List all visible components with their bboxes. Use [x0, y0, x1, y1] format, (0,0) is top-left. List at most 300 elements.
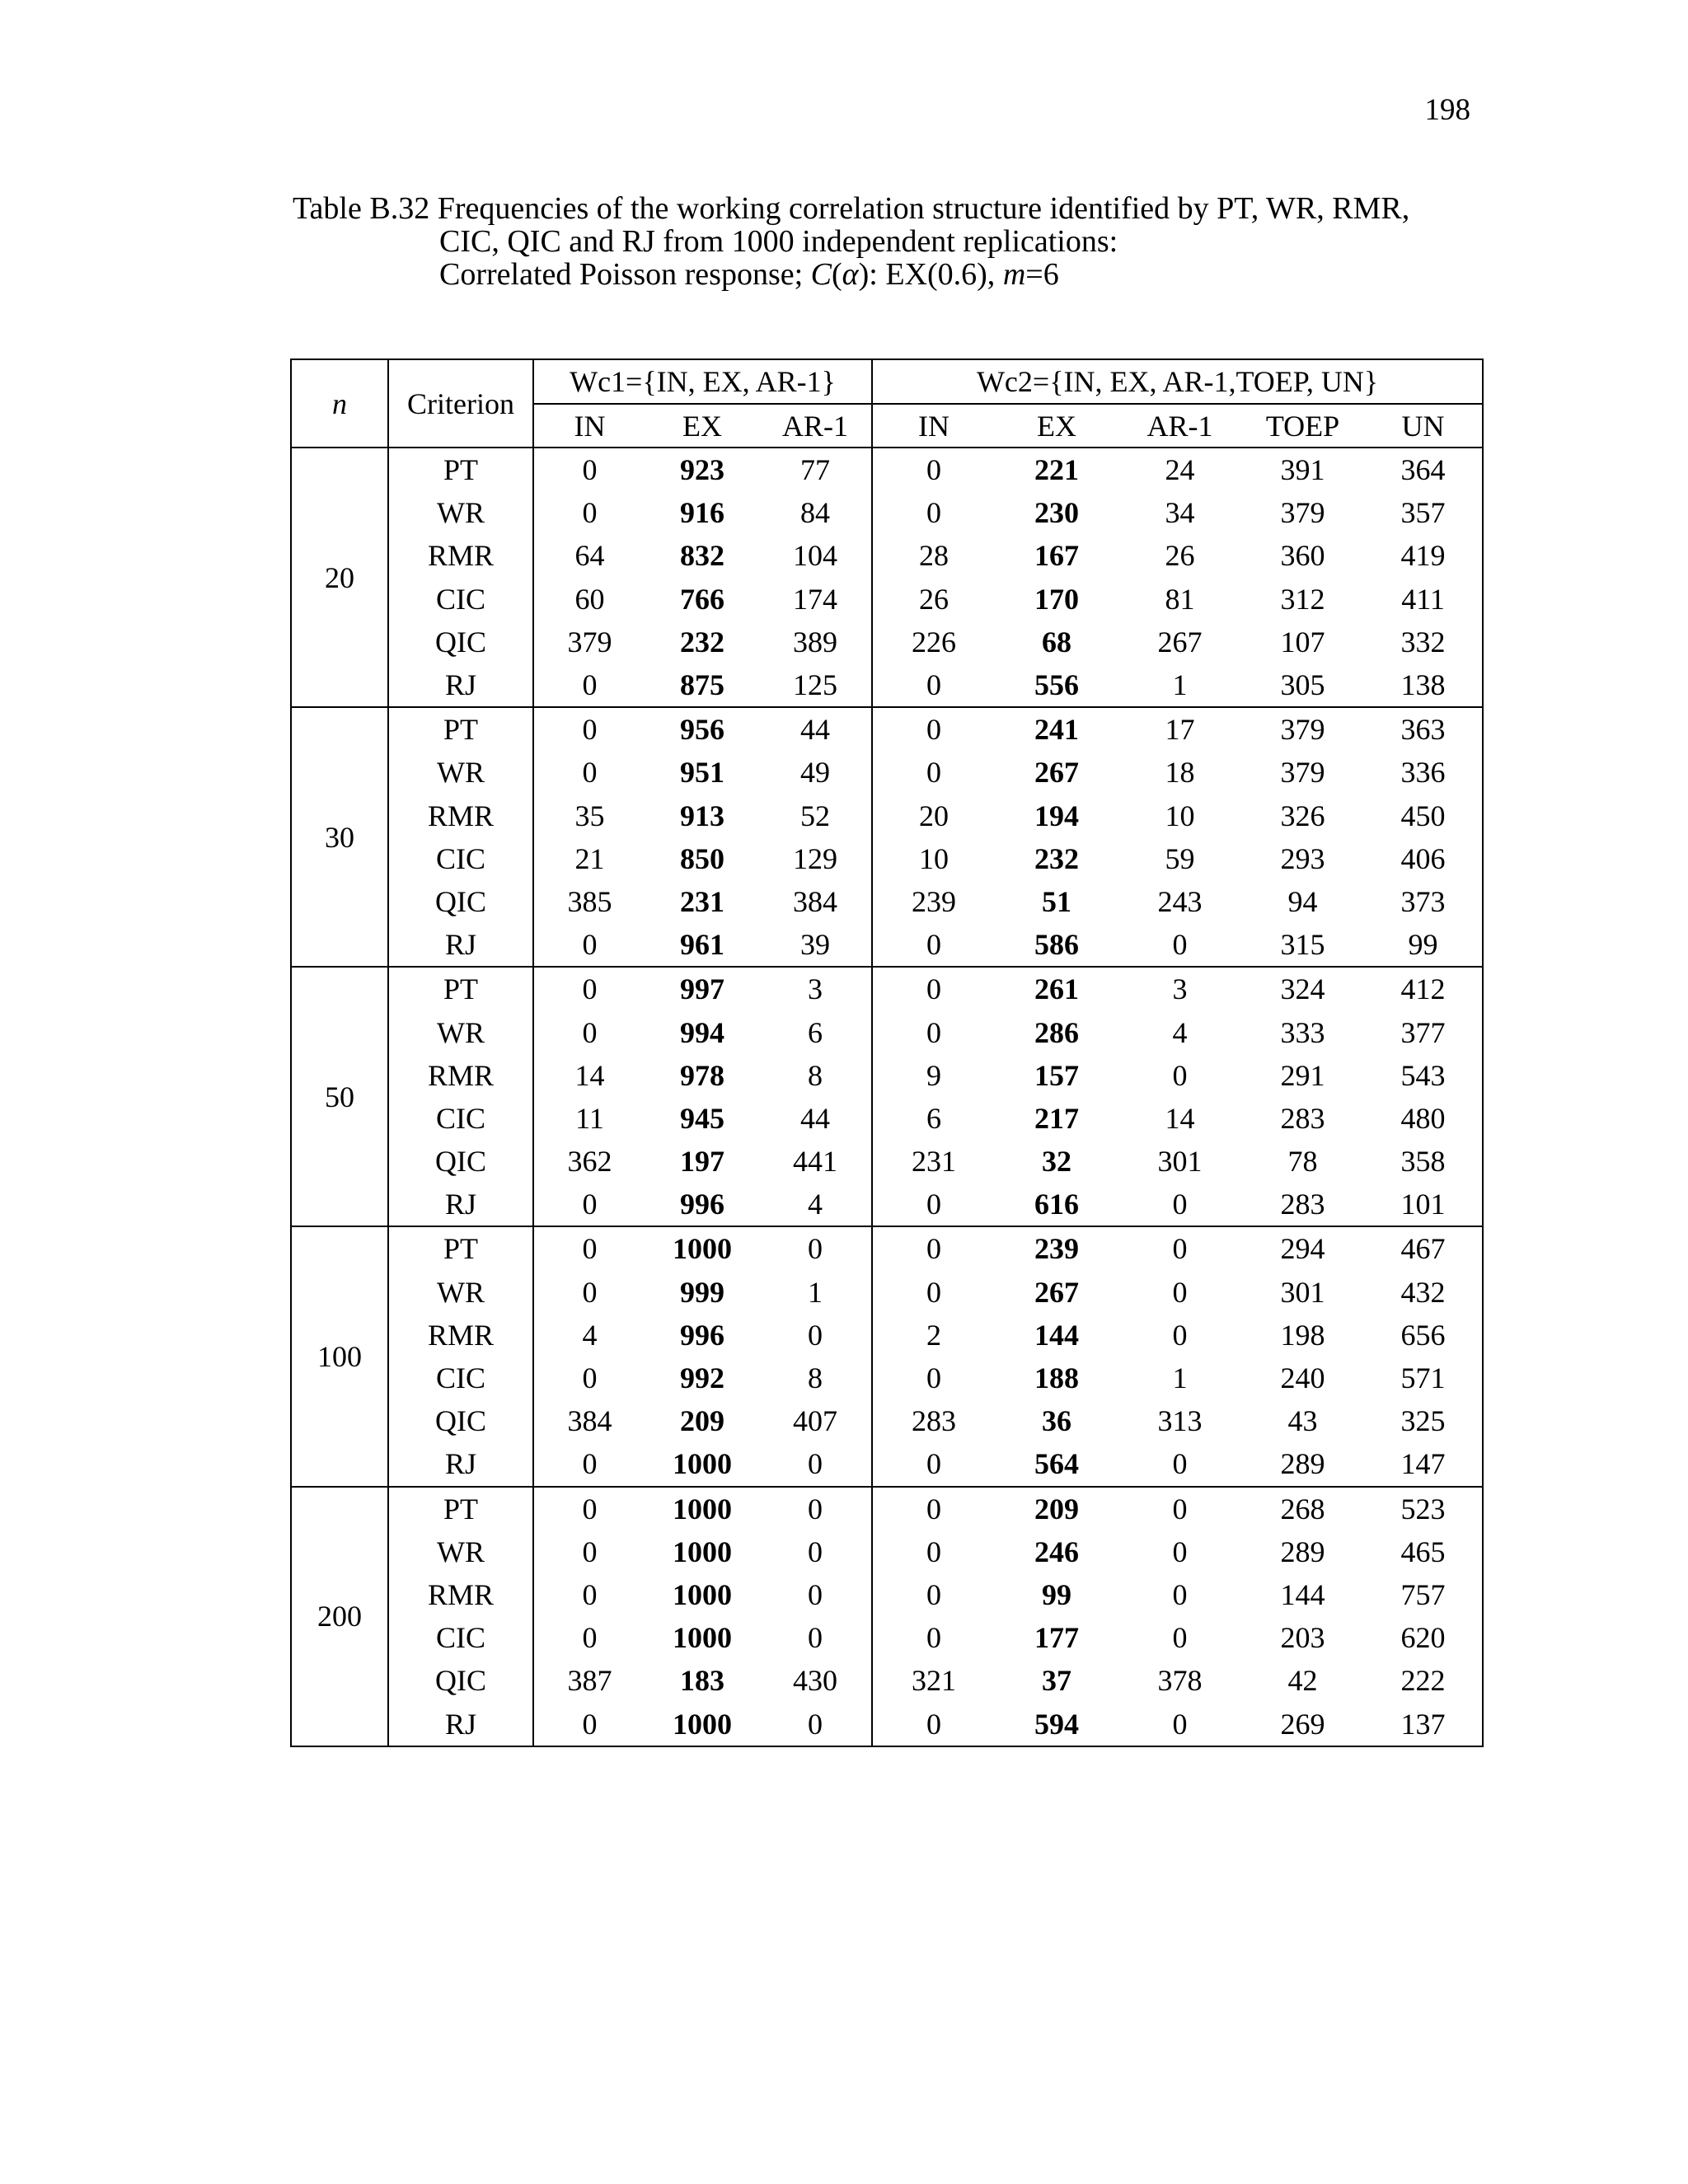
criterion-cell: PT	[388, 1226, 533, 1270]
value-cell: 197	[680, 1145, 724, 1179]
value-cell: 360	[1280, 539, 1325, 573]
criterion-cell: CIC	[388, 837, 533, 880]
value-cell: 523	[1364, 1487, 1483, 1530]
table-row	[291, 880, 1483, 923]
value-cell: 283	[1280, 1188, 1325, 1221]
value-cell: 951	[680, 756, 724, 790]
value-cell: 1000	[673, 1577, 732, 1611]
value-cell: 1000	[673, 1621, 732, 1655]
value-cell: 289	[1280, 1535, 1325, 1568]
header-wc1-ar1: AR-1	[759, 404, 872, 448]
value-cell: 0	[533, 751, 645, 794]
header-n: n	[291, 359, 388, 448]
value-cell: 0	[533, 1010, 645, 1053]
value-cell: 209	[995, 1487, 1118, 1530]
value-cell: 0	[533, 1442, 645, 1486]
value-cell: 68	[1042, 625, 1072, 658]
caption-alpha-symbol: α	[842, 257, 859, 292]
value-cell: 997	[645, 967, 759, 1010]
value-cell: 283	[872, 1399, 995, 1442]
table-row	[291, 1314, 1483, 1357]
value-cell: 226	[872, 621, 995, 663]
value-cell: 0	[872, 1010, 995, 1053]
value-cell: 0	[1118, 1487, 1241, 1530]
value-cell: 36	[1042, 1404, 1072, 1438]
table-row	[291, 1140, 1483, 1183]
value-cell: 241	[995, 707, 1118, 751]
value-cell: 0	[1172, 1188, 1188, 1221]
value-cell: 35	[533, 794, 645, 837]
table-row	[291, 1616, 1483, 1659]
value-cell: 243	[1157, 884, 1203, 918]
value-cell: 4	[1172, 1015, 1188, 1049]
value-cell: 0	[533, 1530, 645, 1573]
value-cell: 301	[1280, 1275, 1325, 1309]
value-cell: 1000	[645, 1487, 759, 1530]
value-cell: 0	[1172, 928, 1188, 962]
criterion-cell: WR	[388, 1010, 533, 1053]
value-cell: 138	[1400, 668, 1446, 702]
value-cell: 377	[1400, 1015, 1446, 1049]
value-cell: 1000	[673, 1447, 732, 1481]
table-row	[291, 1271, 1483, 1314]
value-cell: 10	[872, 837, 995, 880]
value-cell: 0	[872, 1357, 995, 1399]
value-cell: 0	[533, 1616, 645, 1659]
value-cell: 0	[533, 1357, 645, 1399]
table-row	[291, 837, 1483, 880]
value-cell: 0	[533, 1226, 645, 1270]
criterion-cell: WR	[388, 751, 533, 794]
value-cell: 389	[793, 625, 837, 658]
sample-size-cell: 20	[325, 560, 354, 594]
criterion-cell: CIC	[388, 578, 533, 621]
table-row	[291, 1573, 1483, 1616]
value-cell: 0	[872, 1530, 995, 1573]
table-row	[291, 1442, 1483, 1486]
value-cell: 1000	[673, 1535, 732, 1568]
value-cell: 32	[1042, 1145, 1072, 1179]
caption-line-3-mid: ): EX(0.6),	[858, 257, 1003, 292]
value-cell: 419	[1400, 539, 1446, 573]
value-cell: 64	[533, 534, 645, 577]
value-cell: 313	[1157, 1404, 1203, 1438]
value-cell: 0	[759, 1487, 872, 1530]
value-cell: 21	[533, 837, 645, 880]
value-cell: 0	[533, 663, 645, 707]
value-cell: 170	[1034, 582, 1080, 616]
caption-line-1: Table B.32 Frequencies of the working correlation structure identified by PT, WR, RMR,	[293, 191, 1410, 226]
value-cell: 0	[872, 1616, 995, 1659]
value-cell: 0	[872, 1573, 995, 1616]
value-cell: 0	[872, 1702, 995, 1746]
criterion-cell: RMR	[388, 1573, 533, 1616]
value-cell: 231	[680, 884, 724, 918]
value-cell: 3	[1118, 967, 1241, 1010]
value-cell: 34	[1165, 496, 1195, 530]
value-cell: 315	[1280, 928, 1325, 962]
value-cell: 3	[759, 967, 872, 1010]
table-body	[291, 448, 1483, 1746]
page-number: 198	[1424, 93, 1470, 127]
table-caption	[293, 192, 1409, 291]
value-cell: 289	[1280, 1447, 1325, 1481]
value-cell: 321	[872, 1659, 995, 1702]
value-cell: 125	[793, 668, 837, 702]
value-cell: 78	[1287, 1145, 1318, 1179]
value-cell: 20	[872, 794, 995, 837]
value-cell: 4	[533, 1314, 645, 1357]
value-cell: 923	[680, 453, 724, 487]
value-cell: 104	[793, 539, 837, 573]
value-cell: 39	[800, 928, 830, 962]
value-cell: 406	[1400, 841, 1446, 875]
header-wc2: Wc2={IN, EX, AR-1,TOEP, UN}	[872, 359, 1483, 404]
value-cell: 209	[680, 1404, 724, 1438]
table-row	[291, 751, 1483, 794]
value-cell: 0	[533, 1573, 645, 1616]
value-cell: 59	[1165, 841, 1195, 875]
criterion-cell: QIC	[388, 880, 533, 923]
value-cell: 364	[1400, 453, 1446, 487]
criterion-cell: RJ	[388, 923, 533, 967]
table-row	[291, 1702, 1483, 1746]
value-cell: 875	[680, 668, 724, 702]
value-cell: 378	[1157, 1664, 1203, 1698]
header-row-1	[291, 359, 1483, 404]
criterion-cell: PT	[388, 967, 533, 1010]
value-cell: 6	[808, 1015, 823, 1049]
header-wc2-toep: TOEP	[1241, 404, 1364, 448]
value-cell: 217	[1034, 1101, 1080, 1135]
value-cell: 198	[1280, 1318, 1325, 1352]
value-cell: 174	[793, 582, 837, 616]
value-cell: 379	[1280, 496, 1325, 530]
value-cell: 0	[872, 663, 995, 707]
value-cell: 379	[1241, 707, 1364, 751]
value-cell: 333	[1280, 1015, 1325, 1049]
value-cell: 594	[1034, 1707, 1080, 1741]
value-cell: 230	[1034, 496, 1080, 530]
value-cell: 430	[793, 1664, 837, 1698]
value-cell: 0	[533, 1702, 645, 1746]
value-cell: 543	[1400, 1058, 1446, 1092]
value-cell: 332	[1400, 625, 1446, 658]
value-cell: 480	[1400, 1101, 1446, 1135]
value-cell: 913	[680, 799, 724, 832]
value-cell: 101	[1400, 1188, 1446, 1221]
value-cell: 239	[995, 1226, 1118, 1270]
value-cell: 81	[1165, 582, 1195, 616]
value-cell: 757	[1400, 1577, 1446, 1611]
value-cell: 221	[1034, 453, 1080, 487]
value-cell: 43	[1287, 1404, 1318, 1438]
value-cell: 0	[872, 751, 995, 794]
value-cell: 94	[1287, 884, 1318, 918]
criterion-cell: WR	[388, 491, 533, 534]
header-wc1-ex: EX	[645, 404, 759, 448]
value-cell: 850	[680, 841, 724, 875]
sample-size-cell: 200	[291, 1487, 388, 1746]
value-cell: 44	[800, 1101, 830, 1135]
value-cell: 188	[1034, 1361, 1080, 1395]
criterion-cell: PT	[388, 707, 533, 751]
table-row	[291, 794, 1483, 837]
value-cell: 0	[1172, 1621, 1188, 1655]
value-cell: 28	[872, 534, 995, 577]
table-row	[291, 1659, 1483, 1702]
table-row	[291, 1183, 1483, 1226]
criterion-cell: CIC	[388, 1097, 533, 1140]
value-cell: 0	[808, 1707, 823, 1741]
criterion-cell: RJ	[388, 663, 533, 707]
criterion-cell: RMR	[388, 1054, 533, 1097]
table-row	[291, 1357, 1483, 1399]
criterion-cell: QIC	[388, 1140, 533, 1183]
value-cell: 358	[1400, 1145, 1446, 1179]
value-cell: 291	[1280, 1058, 1325, 1092]
value-cell: 26	[872, 578, 995, 621]
criterion-cell: RJ	[388, 1442, 533, 1486]
caption-line-3-suffix: =6	[1025, 257, 1059, 292]
value-cell: 0	[872, 967, 995, 1010]
value-cell: 0	[1172, 1535, 1188, 1568]
value-cell: 0	[1172, 1058, 1188, 1092]
value-cell: 301	[1157, 1145, 1203, 1179]
value-cell: 0	[872, 1442, 995, 1486]
criterion-cell: PT	[388, 448, 533, 491]
value-cell: 620	[1400, 1621, 1446, 1655]
value-cell: 385	[533, 880, 645, 923]
value-cell: 232	[680, 625, 724, 658]
value-cell: 384	[533, 1399, 645, 1442]
value-cell: 1	[1172, 668, 1188, 702]
criterion-cell: QIC	[388, 1399, 533, 1442]
value-cell: 231	[872, 1140, 995, 1183]
value-cell: 373	[1400, 884, 1446, 918]
value-cell: 267	[1034, 1275, 1080, 1309]
value-cell: 261	[995, 967, 1118, 1010]
value-cell: 0	[1172, 1707, 1188, 1741]
value-cell: 4	[808, 1188, 823, 1221]
value-cell: 616	[1034, 1188, 1080, 1221]
table-row	[291, 621, 1483, 663]
value-cell: 0	[872, 707, 995, 751]
table-row	[291, 534, 1483, 577]
table-row	[291, 1097, 1483, 1140]
criterion-cell: PT	[388, 1487, 533, 1530]
sample-size-cell: 100	[291, 1226, 388, 1486]
value-cell: 994	[680, 1015, 724, 1049]
value-cell: 107	[1280, 625, 1325, 658]
results-table	[290, 359, 1484, 1747]
value-cell: 0	[808, 1318, 823, 1352]
value-cell: 766	[680, 582, 724, 616]
criterion-cell: QIC	[388, 1659, 533, 1702]
table-row	[291, 578, 1483, 621]
header-wc2-un: UN	[1364, 404, 1483, 448]
value-cell: 992	[680, 1361, 724, 1395]
value-cell: 325	[1400, 1404, 1446, 1438]
value-cell: 384	[793, 884, 837, 918]
value-cell: 407	[793, 1404, 837, 1438]
value-cell: 49	[800, 756, 830, 790]
value-cell: 246	[1034, 1535, 1080, 1568]
value-cell: 556	[1034, 668, 1080, 702]
header-wc2-ex: EX	[995, 404, 1118, 448]
caption-line-2: CIC, QIC and RJ from 1000 independent replications:	[439, 224, 1118, 259]
criterion-cell: RMR	[388, 1314, 533, 1357]
value-cell: 267	[1034, 756, 1080, 790]
value-cell: 17	[1118, 707, 1241, 751]
value-cell: 357	[1400, 496, 1446, 530]
value-cell: 26	[1165, 539, 1195, 573]
value-cell: 14	[1165, 1101, 1195, 1135]
value-cell: 60	[533, 578, 645, 621]
value-cell: 18	[1165, 756, 1195, 790]
value-cell: 832	[680, 539, 724, 573]
value-cell: 203	[1280, 1621, 1325, 1655]
value-cell: 286	[1034, 1015, 1080, 1049]
value-cell: 586	[1034, 928, 1080, 962]
value-cell: 0	[533, 448, 645, 491]
value-cell: 144	[1280, 1577, 1325, 1611]
value-cell: 305	[1280, 668, 1325, 702]
value-cell: 267	[1157, 625, 1203, 658]
value-cell: 379	[533, 621, 645, 663]
value-cell: 99	[1042, 1577, 1072, 1611]
value-cell: 194	[1034, 799, 1080, 832]
value-cell: 37	[1042, 1664, 1072, 1698]
value-cell: 441	[793, 1145, 837, 1179]
value-cell: 391	[1280, 453, 1325, 487]
value-cell: 324	[1241, 967, 1364, 1010]
value-cell: 24	[1165, 453, 1195, 487]
value-cell: 177	[1034, 1621, 1080, 1655]
value-cell: 239	[872, 880, 995, 923]
value-cell: 656	[1400, 1318, 1446, 1352]
value-cell: 412	[1364, 967, 1483, 1010]
criterion-cell: CIC	[388, 1616, 533, 1659]
value-cell: 956	[645, 707, 759, 751]
header-wc2-ar1: AR-1	[1118, 404, 1241, 448]
value-cell: 9	[872, 1054, 995, 1097]
value-cell: 1000	[645, 1226, 759, 1270]
table-row	[291, 1399, 1483, 1442]
value-cell: 999	[680, 1275, 724, 1309]
value-cell: 379	[1280, 756, 1325, 790]
table-row	[291, 1530, 1483, 1573]
sample-size-cell: 50	[291, 967, 388, 1226]
header-wc2-in: IN	[872, 404, 995, 448]
value-cell: 564	[1034, 1447, 1080, 1481]
value-cell: 0	[533, 707, 645, 751]
value-cell: 8	[808, 1361, 823, 1395]
value-cell: 268	[1241, 1487, 1364, 1530]
value-cell: 996	[680, 1318, 724, 1352]
value-cell: 144	[1034, 1318, 1080, 1352]
value-cell: 269	[1280, 1707, 1325, 1741]
value-cell: 0	[533, 923, 645, 967]
value-cell: 137	[1400, 1707, 1446, 1741]
value-cell: 0	[872, 1226, 995, 1270]
value-cell: 0	[1118, 1226, 1241, 1270]
caption-c-symbol: C	[810, 257, 832, 292]
table-row	[291, 1010, 1483, 1053]
value-cell: 11	[533, 1097, 645, 1140]
value-cell: 84	[800, 496, 830, 530]
table-row	[291, 448, 1483, 491]
value-cell: 916	[680, 496, 724, 530]
table-row	[291, 491, 1483, 534]
value-cell: 363	[1364, 707, 1483, 751]
value-cell: 0	[872, 491, 995, 534]
value-cell: 0	[533, 1183, 645, 1226]
caption-line-3	[293, 258, 1409, 291]
table-row	[291, 967, 1483, 1010]
value-cell: 978	[680, 1058, 724, 1092]
value-cell: 0	[1172, 1318, 1188, 1352]
criterion-cell: RJ	[388, 1183, 533, 1226]
value-cell: 1	[808, 1275, 823, 1309]
value-cell: 0	[872, 1183, 995, 1226]
value-cell: 8	[808, 1058, 823, 1092]
value-cell: 1	[1172, 1361, 1188, 1395]
criterion-cell: RMR	[388, 794, 533, 837]
value-cell: 945	[680, 1101, 724, 1135]
value-cell: 0	[808, 1535, 823, 1568]
value-cell: 0	[1172, 1577, 1188, 1611]
criterion-cell: WR	[388, 1530, 533, 1573]
value-cell: 293	[1280, 841, 1325, 875]
value-cell: 0	[533, 967, 645, 1010]
value-cell: 157	[1034, 1058, 1080, 1092]
value-cell: 432	[1400, 1275, 1446, 1309]
value-cell: 283	[1280, 1101, 1325, 1135]
value-cell: 0	[872, 1487, 995, 1530]
value-cell: 0	[759, 1226, 872, 1270]
value-cell: 2	[872, 1314, 995, 1357]
table-row	[291, 707, 1483, 751]
value-cell: 167	[1034, 539, 1080, 573]
value-cell: 222	[1400, 1664, 1446, 1698]
value-cell: 465	[1400, 1535, 1446, 1568]
value-cell: 44	[759, 707, 872, 751]
value-cell: 326	[1280, 799, 1325, 832]
value-cell: 129	[793, 841, 837, 875]
value-cell: 0	[808, 1447, 823, 1481]
value-cell: 961	[680, 928, 724, 962]
value-cell: 147	[1400, 1447, 1446, 1481]
header-wc1: Wc1={IN, EX, AR-1}	[533, 359, 872, 404]
table-row	[291, 1487, 1483, 1530]
table-row	[291, 923, 1483, 967]
value-cell: 0	[808, 1621, 823, 1655]
value-cell: 99	[1408, 928, 1438, 962]
value-cell: 362	[533, 1140, 645, 1183]
value-cell: 0	[872, 1271, 995, 1314]
header-wc1-in: IN	[533, 404, 645, 448]
value-cell: 387	[533, 1659, 645, 1702]
value-cell: 14	[533, 1054, 645, 1097]
value-cell: 52	[800, 799, 830, 832]
value-cell: 0	[533, 1271, 645, 1314]
value-cell: 232	[1034, 841, 1080, 875]
value-cell: 10	[1165, 799, 1195, 832]
value-cell: 996	[680, 1188, 724, 1221]
value-cell: 183	[680, 1664, 724, 1698]
value-cell: 0	[808, 1577, 823, 1611]
